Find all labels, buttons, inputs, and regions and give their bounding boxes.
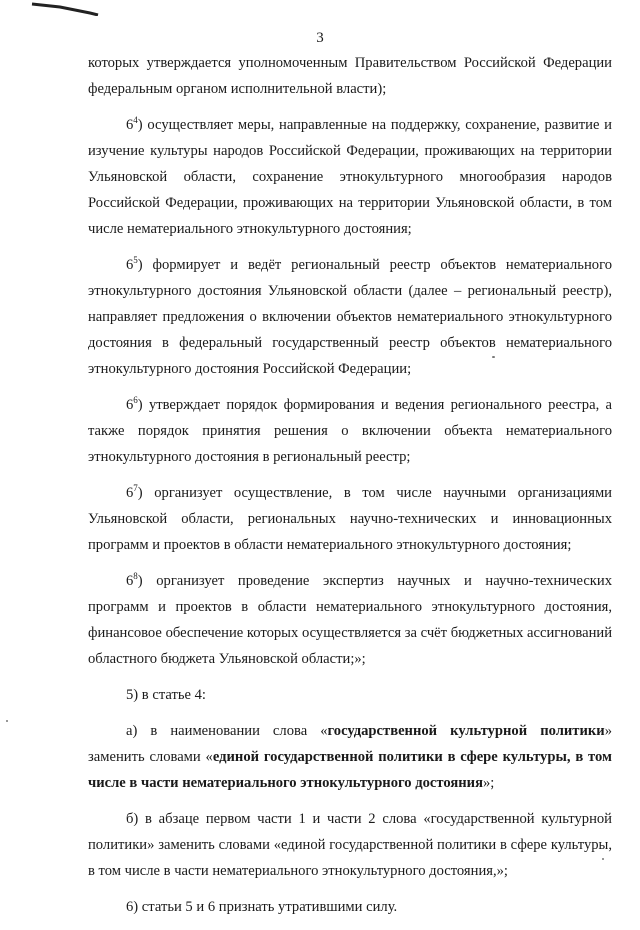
scan-speck xyxy=(492,356,495,358)
item-number: 6 xyxy=(126,257,134,273)
item-text: ) осуществляет меры, направленные на поддержку, сохранение, развитие и изучение культуры народов Российской Федерации, проживающих на территории Ульяновской области, сохранение этнокультурного многообразия народов Российской Федерации, проживающих на территории Ульяновской области, в том числе нематериального этнокультурного достояния; xyxy=(88,117,612,237)
paragraph-item-6-8 xyxy=(88,568,612,672)
item-text: ) формирует и ведёт региональный реестр объектов нематериального этнокультурного достояния Ульяновской области (далее – региональный реестр), направляет предложения о включении объектов нематериального этнокультурного достояния в федеральный государственный реестр объектов нематериального этнокультурного достояния Российской Федерации; xyxy=(88,257,612,377)
item-number: 6 xyxy=(126,573,134,589)
page-number: 3 xyxy=(316,30,324,46)
document-body xyxy=(88,50,612,930)
item-superscript: 5 xyxy=(133,255,138,265)
paragraph-item-6-6 xyxy=(88,392,612,470)
amendment-new-phrase: единой государственной политики в сфере культуры, в том числе в части нематериального этнокультурного достояния xyxy=(88,749,612,791)
amendment-old-phrase: государственной культурной политики xyxy=(327,723,605,739)
amendment-text: » заменить словами « xyxy=(88,723,612,765)
item-number: 6 xyxy=(126,117,134,133)
item-superscript: 6 xyxy=(133,395,138,405)
item-text: ) организует осуществление, в том числе научными организациями Ульяновской области, региональных научно-технических и инновационных программ и проектов в области нематериального этнокультурного достояния; xyxy=(88,485,612,553)
item-number: 6 xyxy=(126,397,134,413)
item-superscript: 8 xyxy=(133,571,138,581)
item-text: ) организует проведение экспертиз научных и научно-технических программ и проектов в области нематериального этнокультурного достояния, финансовое обеспечение которых осуществляется за счёт бюджетных ассигнований областного бюджета Ульяновской области;»; xyxy=(88,573,612,667)
paragraph-item-6-5 xyxy=(88,252,612,382)
paragraph-amendment-b: б) в абзаце первом части 1 и части 2 слова «государственной культурной политики» заменить словами «единой государственной политики в сфере культуры, в том числе в части нематериального этнокультурного достояния,»; xyxy=(88,811,612,879)
item-number: 6 xyxy=(126,485,134,501)
item-superscript: 7 xyxy=(133,483,138,493)
paragraph-amendment-a xyxy=(88,718,612,796)
item-superscript: 4 xyxy=(133,115,138,125)
paragraph-item-6-4 xyxy=(88,112,612,242)
scan-speck xyxy=(602,858,604,860)
paragraph-item-6-repeal: 6) статьи 5 и 6 признать утратившими силу. xyxy=(126,899,398,915)
scan-speck xyxy=(6,720,8,722)
scan-artifact-mark xyxy=(30,2,100,16)
amendment-text: »; xyxy=(482,775,495,791)
item-text: ) утверждает порядок формирования и ведения регионального реестра, а также порядок принятия решения о включении объекта нематериального этнокультурного достояния в региональный реестр; xyxy=(88,397,612,465)
paragraph-item-6-7 xyxy=(88,480,612,558)
amendment-text: а) в наименовании слова « xyxy=(126,723,328,739)
paragraph-continuation: которых утверждается уполномоченным Правительством Российской Федерации федеральным органом исполнительной власти); xyxy=(88,55,612,97)
paragraph-article-4-heading: 5) в статье 4: xyxy=(126,687,206,703)
